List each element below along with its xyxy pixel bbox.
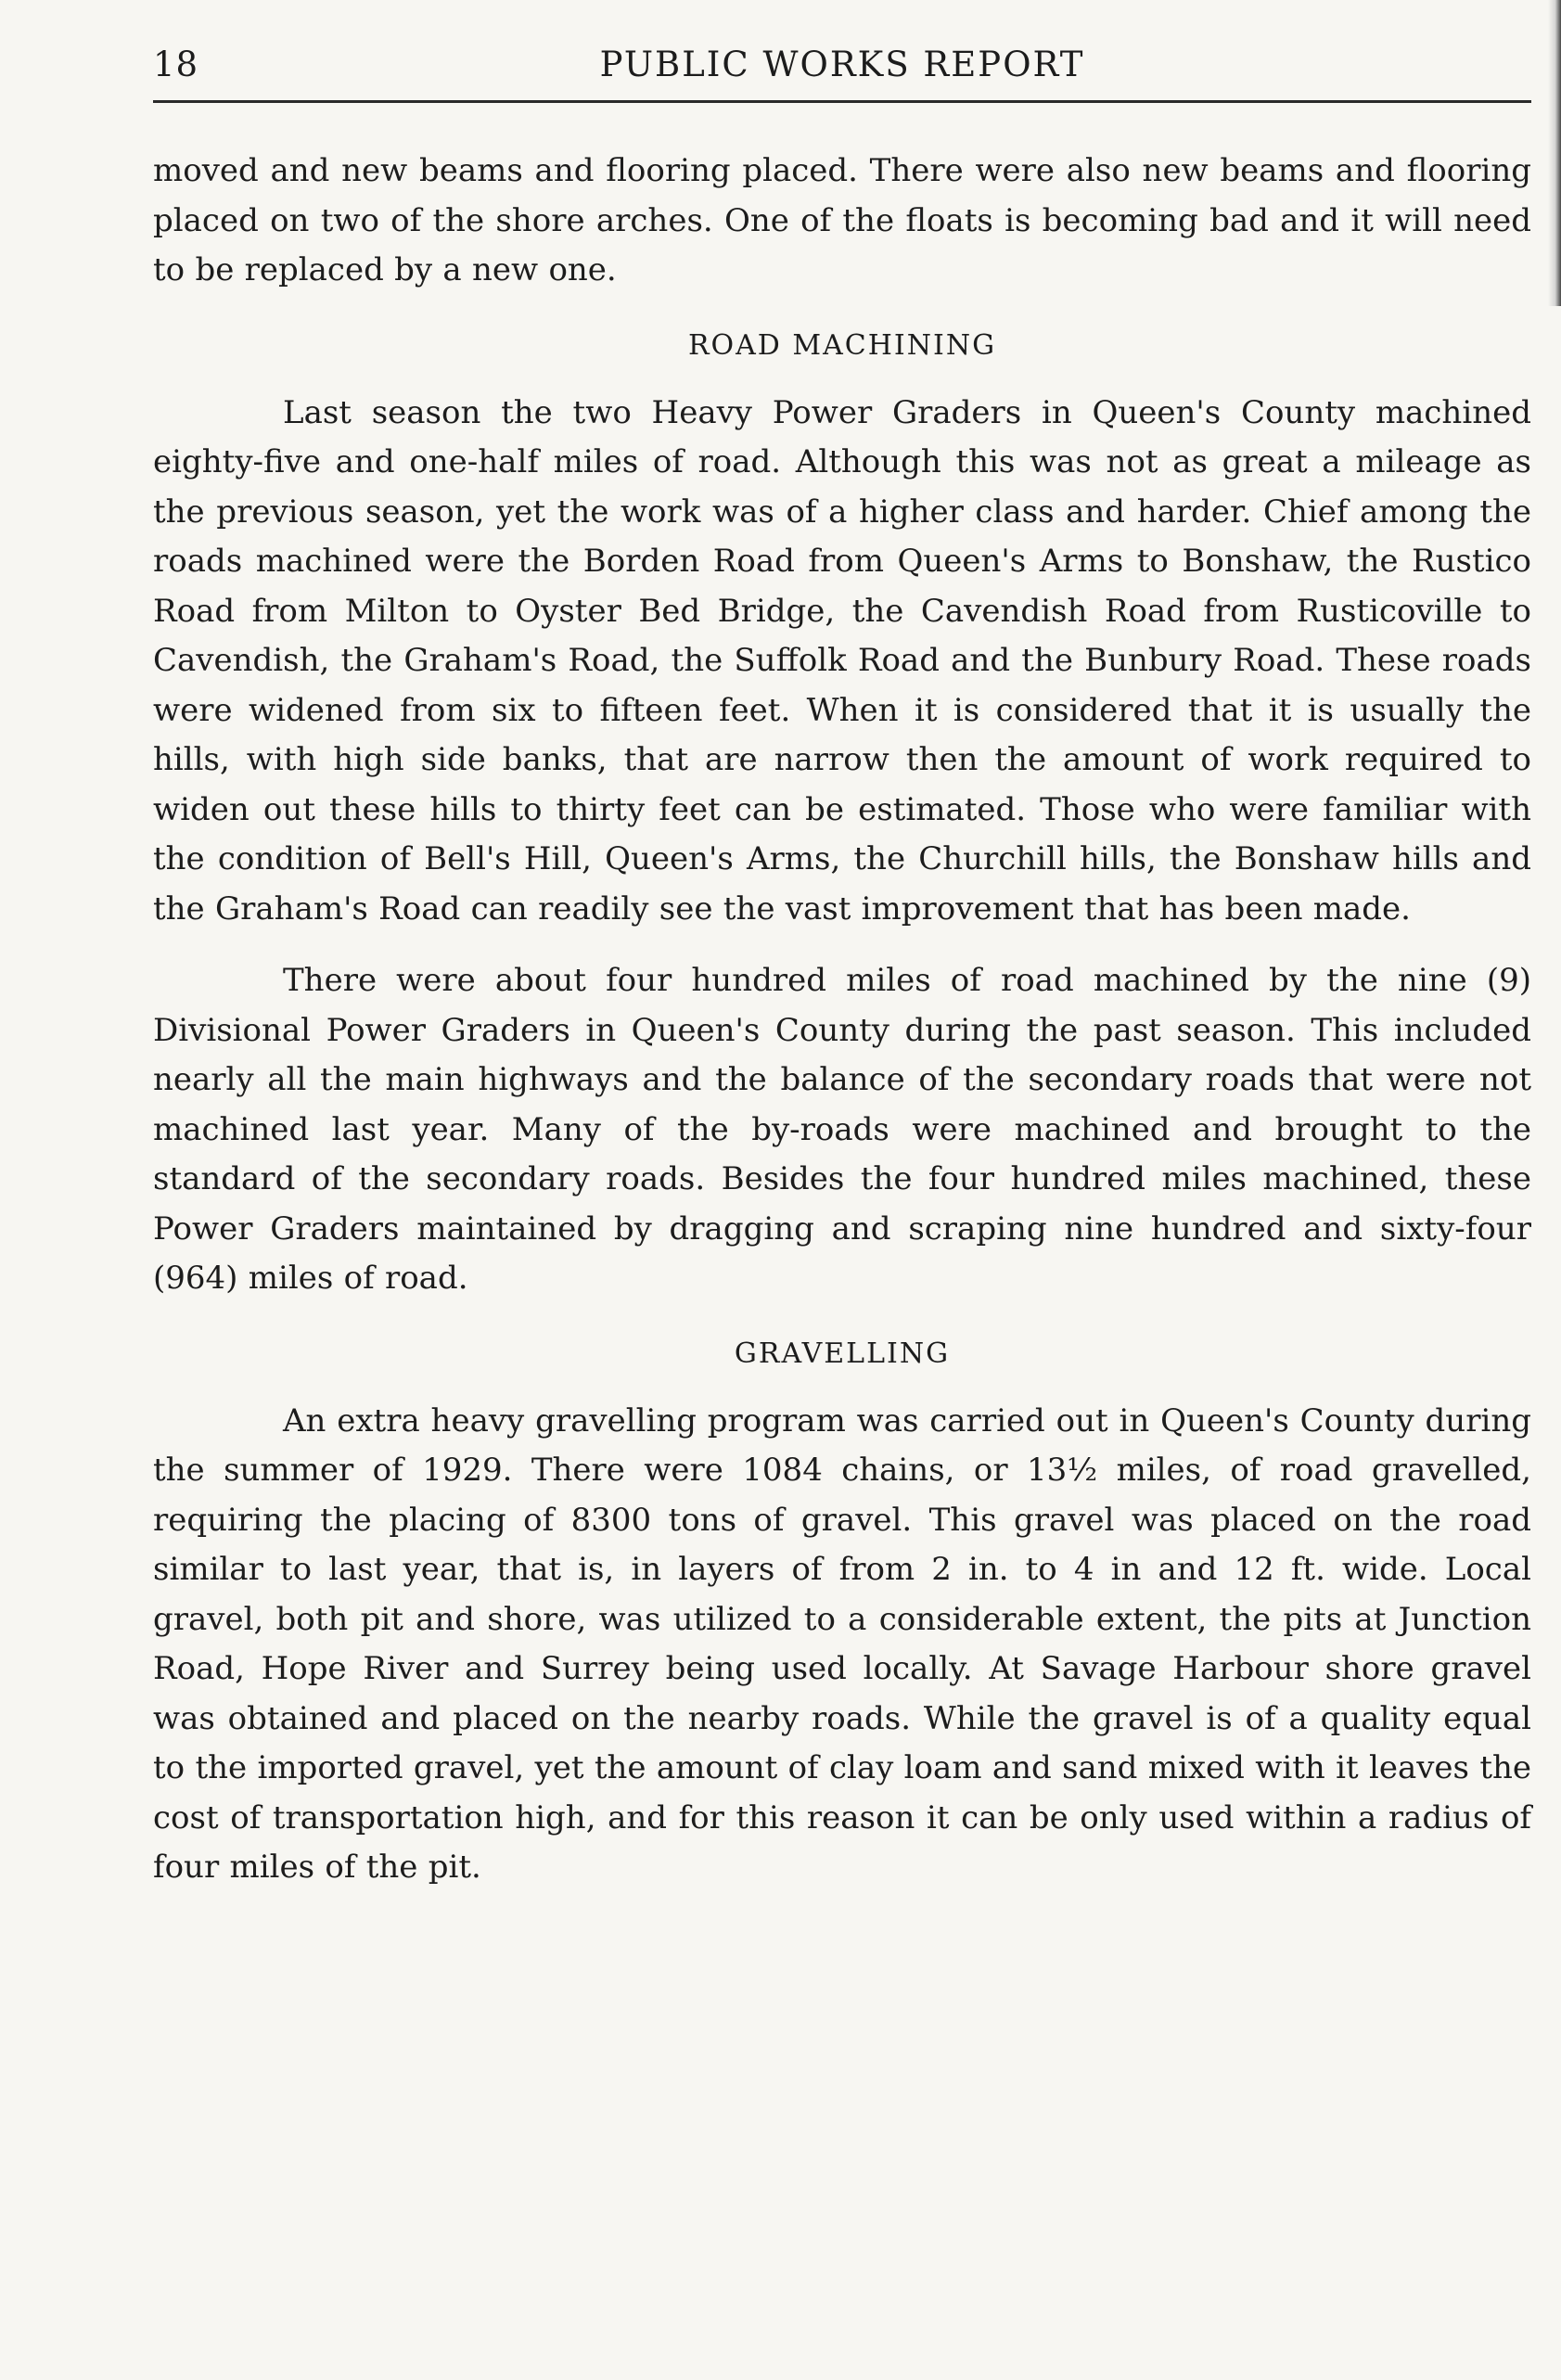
gravelling-paragraph-1: An extra heavy gravelling program was carried out in Queen's County during the summer of 1929. There were 1084 chains, or 13½ miles, of road gravelled, requiring the placing of 8300 tons of gravel. This gravel was placed on the road similar to last year, that is, in layers of from 2 in. to 4 in and 12 ft. wide. Local gravel, both pit and shore, was utilized to a considerable extent, the pits at Junction Road, Hope River and Surrey being used locally. At Savage Harbour shore gravel was obtained and placed on the nearby roads. While the gravel is of a quality equal to the imported gravel, yet the amount of clay loam and sand mixed with it leaves the cost of transportation high, and for this reason it can be only used within a radius of four miles of the pit. (153, 1401, 1531, 1886)
section-heading-road-machining: ROAD MACHINING (687, 328, 997, 362)
road-machining-paragraph-2: There were about four hundred miles of road machined by the nine (9) Divisional Power Graders in Queen's County during the past season. This included nearly all the main highways and the balance of the secondary roads that were not machined last year. Many of the by-roads were machined and brought to the standard of the secondary roads. Besides the four hundred miles machined, these Power Graders maintained by dragging and scraping nine hundred and sixty-four (964) miles of road. (153, 962, 1531, 1297)
intro-paragraph: moved and new beams and flooring placed. There were also new beams and flooring placed on two of the shore arches. One of the floats is becoming bad and it will need to be replaced by a new one. (153, 152, 1531, 288)
running-head: PUBLIC WORKS REPORT (599, 45, 1085, 84)
page-number: 18 (153, 45, 199, 84)
road-machining-paragraph-1: Last season the two Heavy Power Graders in Queen's County machined eighty-five and one-half miles of road. Although this was not as great a mileage as the previous season, yet the work was of a higher class and harder. Chief among the roads machined were the Borden Road from Queen's Arms to Bonshaw, the Rustico Road from Milton to Oyster Bed Bridge, the Cavendish Road from Rusticoville to Cavendish, the Graham's Road, the Suffolk Road and the Bunbury Road. These roads were widened from six to fifteen feet. When it is considered that it is usually the hills, with high side banks, that are narrow then the amount of work required to widen out these hills to thirty feet can be estimated. Those who were familiar with the condition of Bell's Hill, Queen's Arms, the Churchill hills, the Bonshaw hills and the Graham's Road can readily see the vast improvement that has been made. (153, 393, 1531, 928)
section-heading-gravelling: GRAVELLING (734, 1337, 951, 1370)
page-header (153, 45, 1531, 100)
header-rule (153, 100, 1531, 103)
scan-page-edge-shadow (1548, 0, 1561, 306)
body-text (153, 147, 1531, 1893)
